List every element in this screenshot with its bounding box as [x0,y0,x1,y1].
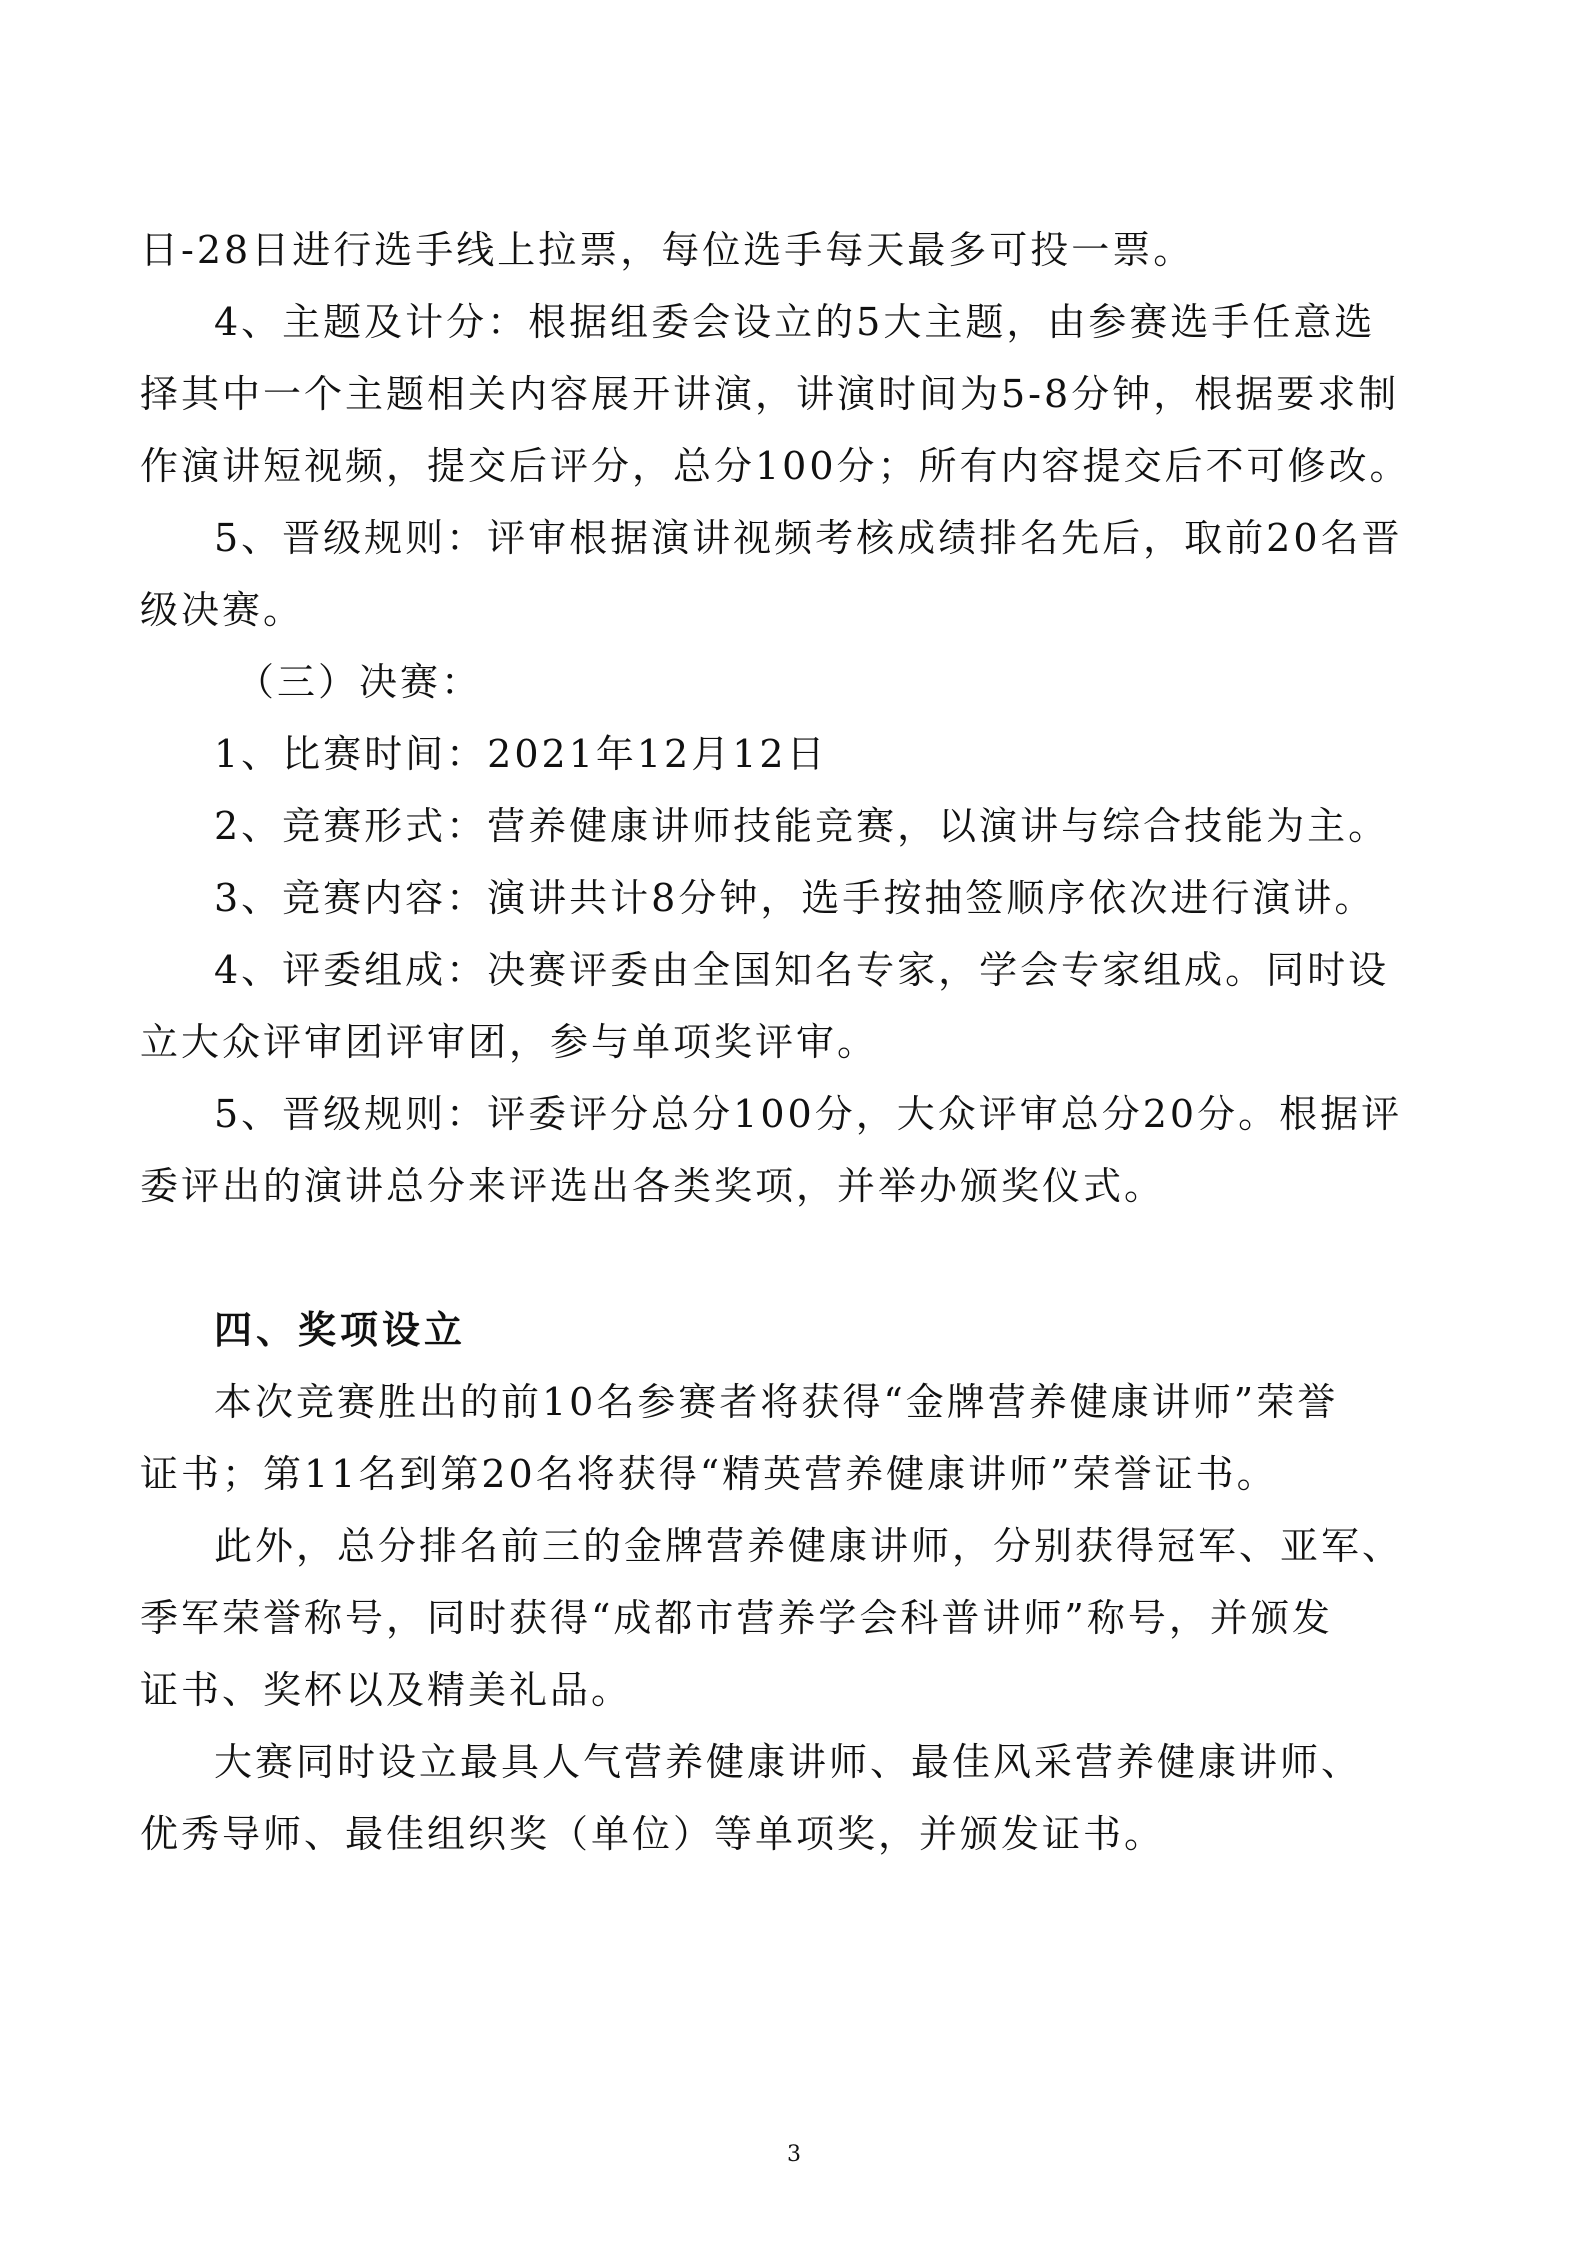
text-line: 4、主题及计分：根据组委会设立的5大主题，由参赛选手任意选 [214,300,1376,344]
page-number: 3 [787,2142,801,2167]
text-line: 优秀导师、最佳组织奖（单位）等单项奖，并颁发证书。 [140,1812,1166,1856]
text-line: 立大众评审团评审团，参与单项奖评审。 [140,1020,879,1064]
subsection-heading: （三）决赛： [236,660,483,704]
text-line: 日-28日进行选手线上拉票，每位选手每天最多可投一票。 [140,228,1195,272]
text-line: 5、晋级规则：评审根据演讲视频考核成绩排名先后，取前20名晋 [214,516,1403,560]
text-line: 委评出的演讲总分来评选出各类奖项，并举办颁奖仪式。 [140,1164,1166,1208]
text-line: 证书、奖杯以及精美礼品。 [140,1668,633,1712]
text-line: 5、晋级规则：评委评分总分100分，大众评审总分20分。根据评 [214,1092,1403,1136]
text-line: 择其中一个主题相关内容展开讲演，讲演时间为5-8分钟，根据要求制 [140,372,1400,416]
text-line: 1、比赛时间：2021年12月12日 [214,732,828,776]
text-line: 证书；第11名到第20名将获得“精英营养健康讲师”荣誉证书。 [140,1452,1278,1496]
text-line: 季军荣誉称号，同时获得“成都市营养学会科普讲师”称号，并颁发 [140,1596,1333,1640]
text-line: 大赛同时设立最具人气营养健康讲师、最佳风采营养健康讲师、 [214,1740,1363,1784]
text-line: 3、竞赛内容：演讲共计8分钟，选手按抽签顺序依次进行演讲。 [214,876,1376,920]
text-line: 此外，总分排名前三的金牌营养健康讲师，分别获得冠军、亚军、 [214,1524,1404,1568]
text-line: 2、竞赛形式：营养健康讲师技能竞赛，以演讲与综合技能为主。 [214,804,1390,848]
text-line: 本次竞赛胜出的前10名参赛者将获得“金牌营养健康讲师”荣誉 [214,1380,1339,1424]
section-heading: 四、奖项设立 [214,1307,467,1352]
text-line: 作演讲短视频，提交后评分，总分100分；所有内容提交后不可修改。 [140,444,1411,488]
text-line: 4、评委组成：决赛评委由全国知名专家，学会专家组成。同时设 [214,948,1390,992]
text-line: 级决赛。 [140,588,305,632]
